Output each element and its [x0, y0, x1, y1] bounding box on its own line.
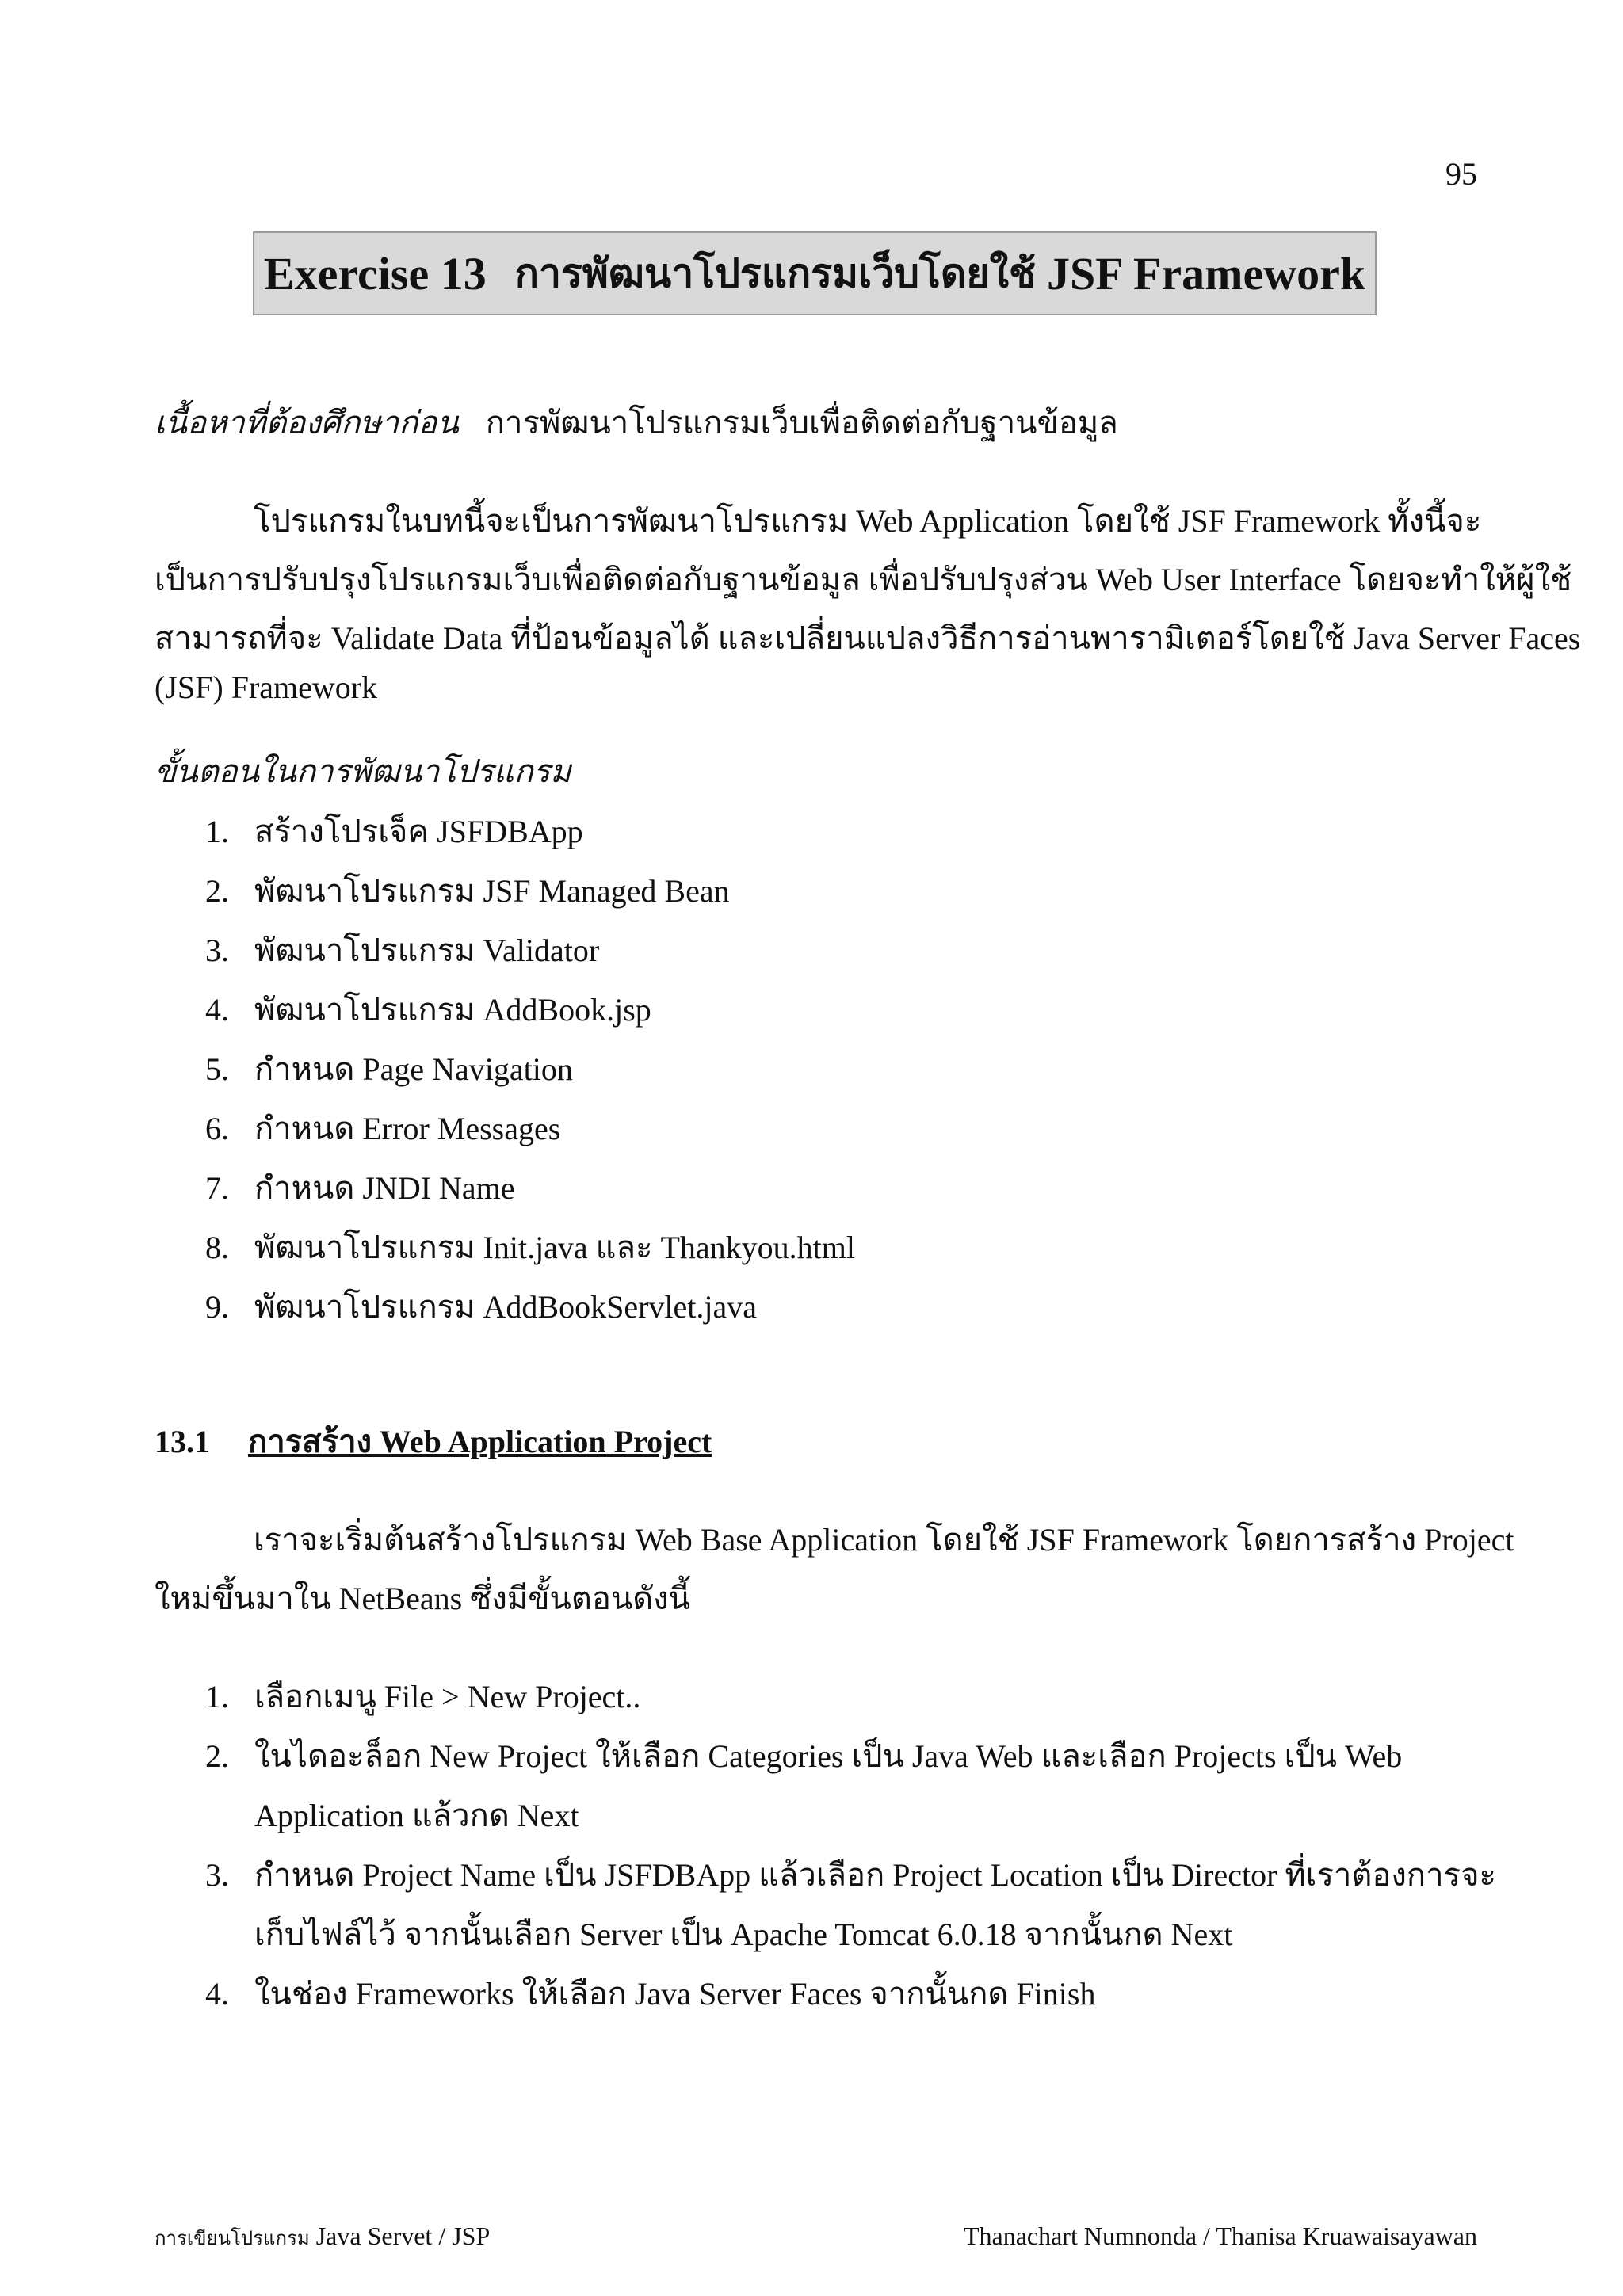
steps-heading: ขั้นตอนในการพัฒนาโปรแกรม — [155, 753, 571, 789]
prerequisite — [155, 404, 1118, 442]
list-item: 4. ในช่อง Frameworks ให้เลือก Java Server Faces จากนั้นกด Finish — [205, 1976, 1096, 2012]
section-intro-line: เราจะเริ่มต้นสร้างโปรแกรม Web Base Application โดยใช้ JSF Framework โดยการสร้าง Project — [254, 1522, 1514, 1558]
exercise-title-framework: JSF Framework — [1046, 247, 1366, 299]
section-intro-line: ใหม่ขึ้นมาใน NetBeans ซึ่งมีขั้นตอนดังนี้ — [155, 1581, 691, 1616]
list-item: 1. เลือกเมนู File > New Project.. — [205, 1679, 641, 1714]
list-item: 2. พัฒนาโปรแกรม JSF Managed Bean — [205, 873, 730, 909]
list-item-continuation: Application แล้วกด Next — [254, 1798, 579, 1833]
list-item: 5. กำหนด Page Navigation — [205, 1051, 573, 1087]
section-heading — [155, 1423, 712, 1461]
intro-line: เป็นการปรับปรุงโปรแกรมเว็บเพื่อติดต่อกับฐานข้อมูล เพื่อปรับปรุงส่วน Web User Interface โดยจะทำให้ผู้ใช้ — [155, 562, 1572, 597]
footer-right: Thanachart Numnonda / Thanisa Kruawaisayawan — [963, 2222, 1477, 2250]
footer-left-en: Java Servet / JSP — [315, 2222, 491, 2250]
list-item: 9. พัฒนาโปรแกรม AddBookServlet.java — [205, 1289, 758, 1325]
list-item: 1. สร้างโปรเจ็ค JSFDBApp — [205, 814, 583, 849]
list-item: 7. กำหนด JNDI Name — [205, 1170, 515, 1206]
page-number: 95 — [1445, 156, 1477, 192]
section-title: การสร้าง Web Application Project — [248, 1424, 712, 1459]
prerequisite-label: เนื้อหาที่ต้องศึกษาก่อน — [155, 405, 459, 441]
intro-line: โปรแกรมในบทนี้จะเป็นการพัฒนาโปรแกรม Web Application โดยใช้ JSF Framework ทั้งนี้จะ — [254, 503, 1482, 539]
list-item: 3. พัฒนาโปรแกรม Validator — [205, 933, 600, 968]
list-item: 3. กำหนด Project Name เป็น JSFDBApp แล้วเลือก Project Location เป็น Director ที่เราต้องการจะ — [205, 1857, 1497, 1893]
footer-left-thai: การเขียนโปรแกรม — [155, 2229, 310, 2249]
list-item: 2. ในไดอะล็อก New Project ให้เลือก Categories เป็น Java Web และเลือก Projects เป็น Web — [205, 1738, 1403, 1774]
section-number: 13.1 — [155, 1424, 210, 1459]
list-item: 6. กำหนด Error Messages — [205, 1111, 561, 1146]
exercise-title-box — [253, 231, 1377, 315]
list-item: 4. พัฒนาโปรแกรม AddBook.jsp — [205, 992, 651, 1028]
exercise-number: Exercise 13 — [263, 247, 487, 299]
exercise-title-thai: การพัฒนาโปรแกรมเว็บโดยใช้ — [514, 250, 1036, 296]
list-item-continuation: เก็บไฟล์ไว้ จากนั้นเลือก Server เป็น Apache Tomcat 6.0.18 จากนั้นกด Next — [254, 1917, 1233, 1952]
list-item: 8. พัฒนาโปรแกรม Init.java และ Thankyou.html — [205, 1230, 855, 1265]
footer-left — [155, 2220, 490, 2255]
prerequisite-text: การพัฒนาโปรแกรมเว็บเพื่อติดต่อกับฐานข้อมูล — [485, 405, 1118, 441]
intro-line: (JSF) Framework — [155, 669, 378, 705]
intro-line: สามารถที่จะ Validate Data ที่ป้อนข้อมูลได้ และเปลี่ยนแปลงวิธีการอ่านพารามิเตอร์โดยใช้ Java Server Faces — [155, 620, 1581, 656]
